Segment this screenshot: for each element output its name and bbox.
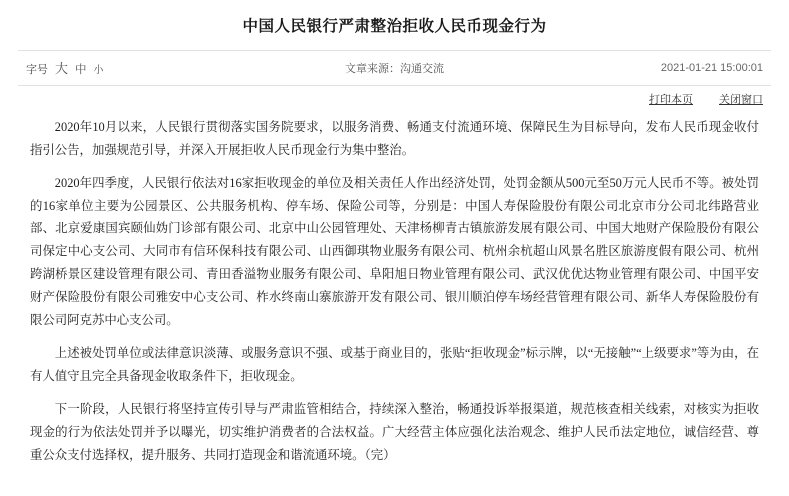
article-meta-bar: [18, 50, 771, 86]
close-window-link[interactable]: 关闭窗口: [719, 93, 763, 106]
article-source: [18, 60, 771, 76]
font-size-label: 字号: [26, 64, 48, 77]
article-source-link[interactable]: 沟通交流: [400, 62, 444, 75]
font-size-medium-option[interactable]: 中: [75, 64, 87, 77]
article-paragraph: 2020年10月以来，人民银行贯彻落实国务院要求，以服务消费、畅通支付流通环境、保障民生为目标导向，发布人民币现金收付指引公告，加强规范引导，并深入开展拒收人民币现金行为集中整治。: [30, 119, 759, 157]
article-source-label: 文章来源：: [345, 62, 400, 75]
article-timestamp: 2021-01-21 15:00:01: [660, 61, 763, 74]
article-paragraph: 2020年四季度，人民银行依法对16家拒收现金的单位及相关责任人作出经济处罚，处罚金额从500元至50万元人民币不等。被处罚的16家单位主要为公园景区、公共服务机构、停车场、保险公司等，分别是：中国人寿保险股份有限公司北京市分公司北纬路营业部、北京爱康国宾颐仙妫门诊部有限公司、北京中山公园管理处、天津杨柳青古镇旅游发展有限公司、中国大地财产保险股份有限公司保定中心支公司、大同市有信环保科技有限公司、山西御琪物业服务有限公司、杭州余杭超山风景名胜区旅游度假有限公司、杭州跨湖桥景区建设管理有限公司、青田香溢物业服务有限公司、阜阳旭日物业管理有限公司、武汉优优达物业管理有限公司、中国平安财产保险股份有限公司雅安中心支公司、柞水终南山寨旅游开发有限公司、银川顺泊停车场经营管理有限公司、新华人寿保险股份有限公司阿克苏中心支公司。: [30, 175, 759, 328]
font-size-small-option[interactable]: 小: [93, 65, 104, 77]
article-paragraph: 上述被处罚单位或法律意识淡薄、或服务意识不强、或基于商业目的，张贴“拒收现金”标示牌，以“无接触”“上级要求”等为由，在有人值守且完全具备现金收取条件下，拒收现金。: [30, 346, 759, 384]
article-action-bar: [18, 86, 771, 112]
print-page-link[interactable]: 打印本页: [649, 93, 693, 106]
article-paragraph: 下一阶段，人民银行将坚持宣传引导与严肃监管相结合，持续深入整治，畅通投诉举报渠道，规范核查相关线索，对核实为拒收现金的行为依法处罚并予以曝光，切实维护消费者的合法权益。广大经营主体应强化法治观念、维护人民币法定地位，诚信经营、尊重公众支付选择权，提升服务、共同打造现金和谐流通环境。（完）: [30, 402, 759, 462]
font-size-control: [18, 58, 104, 77]
article-body: [0, 112, 789, 467]
font-size-large-option[interactable]: 大: [55, 61, 69, 77]
page-title: 中国人民银行严肃整治拒收人民币现金行为: [242, 18, 547, 35]
